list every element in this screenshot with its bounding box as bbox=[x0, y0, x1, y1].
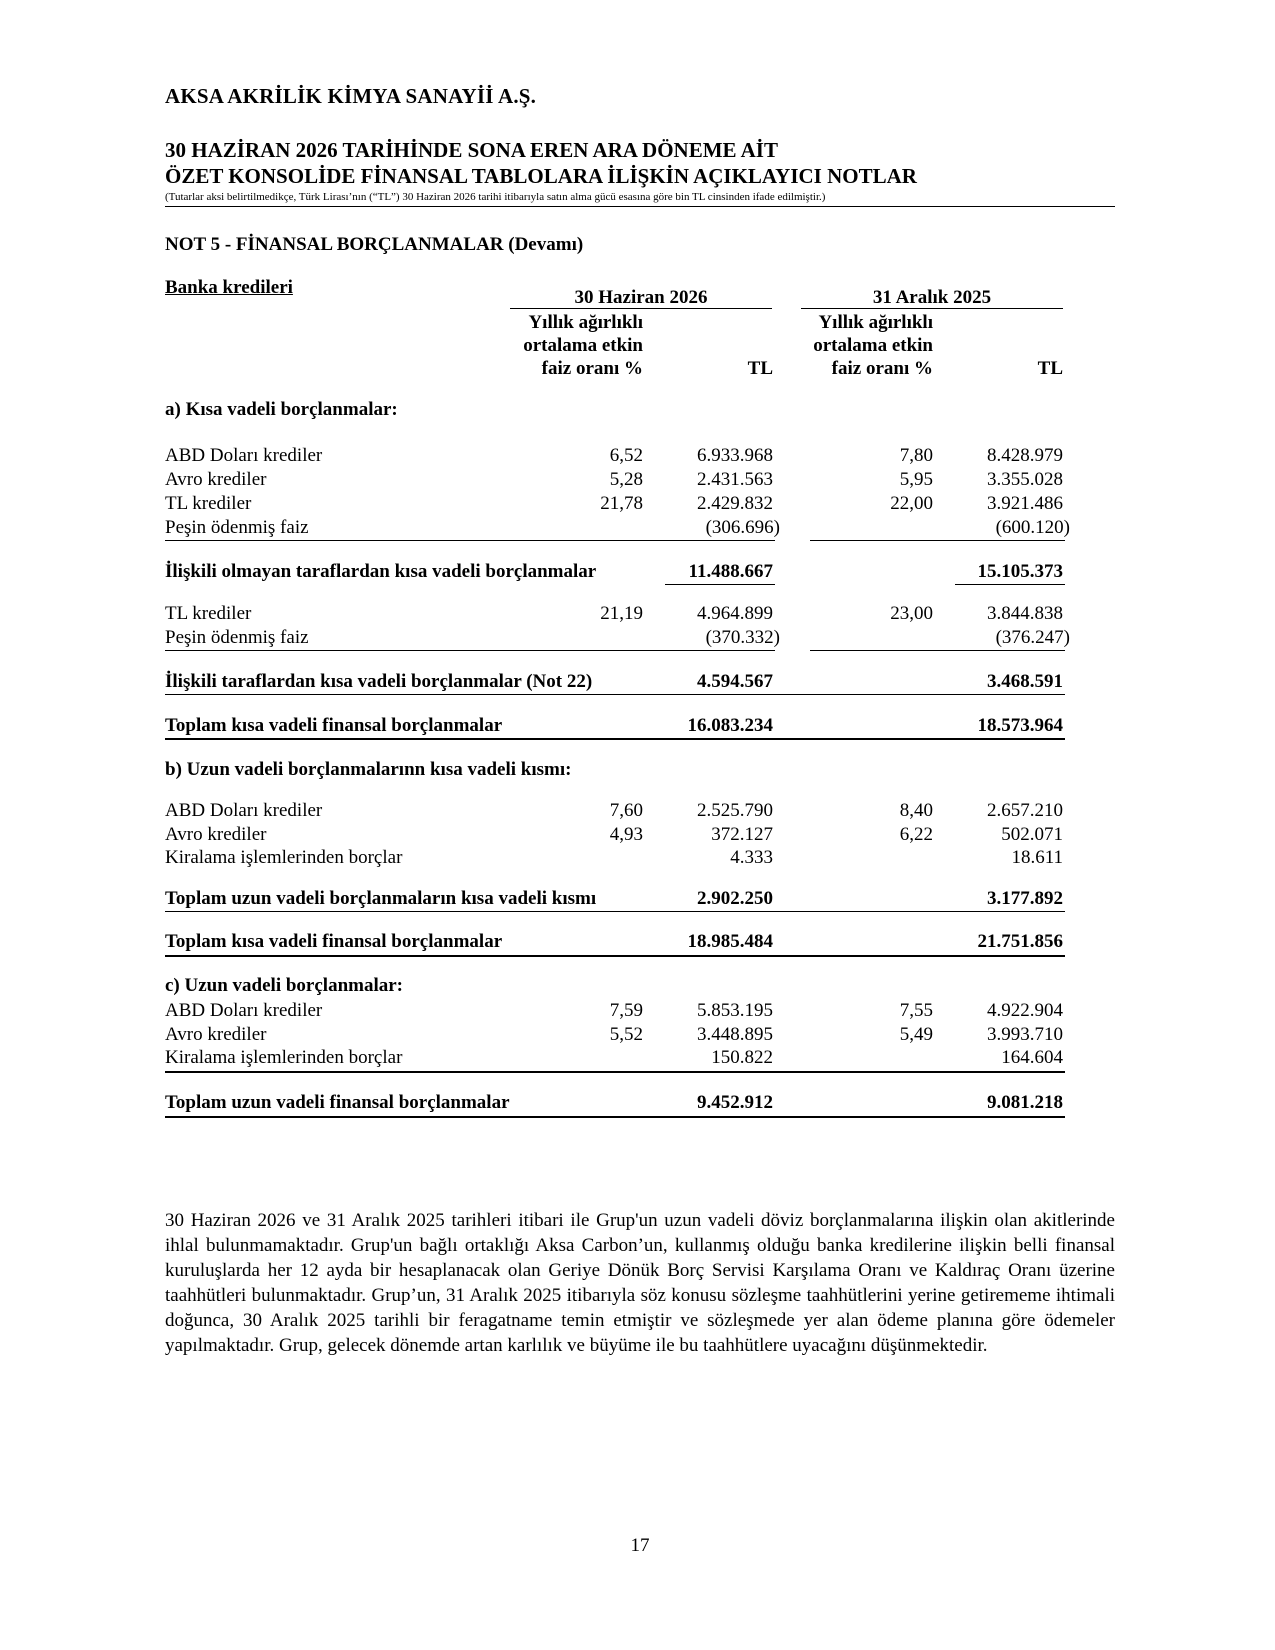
table-rule bbox=[165, 650, 775, 651]
amount-2026: 4.964.899 bbox=[697, 603, 773, 624]
row-label: Avro krediler bbox=[165, 1024, 267, 1045]
row-label: Kiralama işlemlerinden borçlar bbox=[165, 847, 403, 868]
rate-2025: 7,55 bbox=[899, 1000, 933, 1021]
table-rule bbox=[665, 584, 775, 585]
rate-2025: 8,40 bbox=[899, 800, 933, 821]
note-title: NOT 5 - FİNANSAL BORÇLANMALAR (Devamı) bbox=[165, 234, 584, 255]
amount-2026: 16.083.234 bbox=[687, 715, 773, 736]
amount-2025: 502.071 bbox=[1001, 824, 1063, 845]
table-rule bbox=[955, 584, 1065, 585]
row-label: ABD Doları krediler bbox=[165, 445, 323, 466]
amount-2026: (370.332) bbox=[705, 627, 780, 648]
table-rule bbox=[165, 911, 1065, 912]
rate-2026: 21,19 bbox=[600, 603, 643, 624]
table-rule bbox=[165, 1071, 1065, 1073]
rate-2025: 23,00 bbox=[890, 603, 933, 624]
rate-2025: 7,80 bbox=[899, 445, 933, 466]
amount-2026: 9.452.912 bbox=[697, 1092, 773, 1113]
amount-2025: 8.428.979 bbox=[987, 445, 1063, 466]
amount-2026: 150.822 bbox=[711, 1047, 773, 1068]
rate-2026: 5,28 bbox=[609, 469, 643, 490]
rate-2026: 7,60 bbox=[609, 800, 643, 821]
amount-2026: 372.127 bbox=[711, 824, 773, 845]
rate-header-1-line2: ortalama etkin bbox=[523, 335, 643, 356]
row-label: Avro krediler bbox=[165, 469, 267, 490]
table-rule bbox=[165, 694, 1065, 695]
explanatory-paragraph: 30 Haziran 2026 ve 31 Aralık 2025 tarihleri itibari ile Grup'un uzun vadeli döviz borçlanmalarına ilişkin olan akitlerinde ihlal bulunmamaktadır. Grup'un bağlı ortaklığı Aksa Carbon’un, kullanmış olduğu banka kredilerine ilişkin belli finansal kuruluşlarda her 12 ayda bir hesaplanacak olan Geriye Dönük Borç Servisi Karşılama Oranı ve Kaldıraç Oranı üzerine taahhütleri bulunmaktadır. Grup’un, 31 Aralık 2025 itibarıyla söz konusu sözleşme taahhütlerini yerine getirememe ihtimali doğunca, 30 Aralık 2025 tarihli bir feragatname temin etmiştir ve sözleşmede yer alan ödeme planına göre ödemeler yapılmaktadır. Grup, gelecek dönemde artan karlılık ve büyüme ile bu taahhütlere uyacağını düşünmektedir. bbox=[165, 1210, 1115, 1356]
period1-underline bbox=[510, 308, 772, 309]
row-label: a) Kısa vadeli borçlanmalar: bbox=[165, 399, 398, 420]
row-label: ABD Doları krediler bbox=[165, 800, 323, 821]
currency-note: (Tutarlar aksi belirtilmedikçe, Türk Lirası’nın (“TL”) 30 Haziran 2026 tarihi itibarıyla satın alma gücü esasına göre bin TL cinsinden ifade edilmiştir.) bbox=[165, 191, 826, 203]
amount-2026: 18.985.484 bbox=[687, 931, 773, 952]
row-label: b) Uzun vadeli borçlanmalarınn kısa vadeli kısmı: bbox=[165, 759, 572, 780]
table-rule bbox=[165, 1116, 1065, 1118]
row-label: c) Uzun vadeli borçlanmalar: bbox=[165, 975, 404, 996]
rate-2025: 22,00 bbox=[890, 493, 933, 514]
table-rule bbox=[165, 738, 1065, 740]
amount-2025: 18.611 bbox=[1011, 847, 1063, 868]
period1-header: 30 Haziran 2026 bbox=[574, 287, 708, 308]
row-label: Toplam kısa vadeli finansal borçlanmalar bbox=[165, 931, 503, 952]
amount-2025: 3.468.591 bbox=[987, 671, 1063, 692]
row-label: Kiralama işlemlerinden borçlar bbox=[165, 1047, 403, 1068]
amount-2026: 3.448.895 bbox=[697, 1024, 773, 1045]
rate-2026: 7,59 bbox=[609, 1000, 643, 1021]
amount-2026: 6.933.968 bbox=[697, 445, 773, 466]
row-label: Avro krediler bbox=[165, 824, 267, 845]
rate-header-1-line3: faiz oranı % bbox=[541, 358, 643, 379]
report-title-line2: ÖZET KONSOLİDE FİNANSAL TABLOLARA İLİŞKİN AÇIKLAYICI NOTLAR bbox=[165, 164, 917, 188]
row-label: Toplam uzun vadeli finansal borçlanmalar bbox=[165, 1092, 510, 1113]
row-label: Toplam kısa vadeli finansal borçlanmalar bbox=[165, 715, 503, 736]
amount-2025: 3.921.486 bbox=[987, 493, 1063, 514]
rate-2026: 5,52 bbox=[609, 1024, 643, 1045]
rate-2025: 6,22 bbox=[899, 824, 933, 845]
section-title: Banka kredileri bbox=[165, 277, 293, 298]
table-rule bbox=[165, 540, 775, 541]
row-label: İlişkili olmayan taraflardan kısa vadeli borçlanmalar bbox=[165, 561, 597, 582]
amount-2026: 4.333 bbox=[730, 847, 773, 868]
rate-2026: 21,78 bbox=[600, 493, 643, 514]
amount-2025: (376.247) bbox=[995, 627, 1070, 648]
table-rule bbox=[810, 540, 1065, 541]
company-name: AKSA AKRİLİK KİMYA SANAYİİ A.Ş. bbox=[165, 84, 537, 108]
row-label: Toplam uzun vadeli borçlanmaların kısa vadeli kısmı bbox=[165, 888, 597, 909]
amount-2025: 3.177.892 bbox=[987, 888, 1063, 909]
amount-2026: 2.431.563 bbox=[697, 469, 773, 490]
amount-2025: (600.120) bbox=[995, 517, 1070, 538]
rate-header-1-line1: Yıllık ağırlıklı bbox=[528, 312, 643, 333]
amount-2025: 3.993.710 bbox=[987, 1024, 1063, 1045]
rate-2025: 5,49 bbox=[899, 1024, 933, 1045]
rate-2026: 4,93 bbox=[609, 824, 643, 845]
amount-header-1: TL bbox=[747, 358, 773, 379]
row-label: İlişkili taraflardan kısa vadeli borçlanmalar (Not 22) bbox=[165, 671, 593, 692]
page-number: 17 bbox=[630, 1535, 650, 1556]
amount-2025: 9.081.218 bbox=[987, 1092, 1063, 1113]
row-label: ABD Doları krediler bbox=[165, 1000, 323, 1021]
table-rule bbox=[810, 650, 1065, 651]
amount-2026: (306.696) bbox=[705, 517, 780, 538]
amount-2025: 4.922.904 bbox=[987, 1000, 1063, 1021]
amount-2025: 18.573.964 bbox=[977, 715, 1063, 736]
period2-header: 31 Aralık 2025 bbox=[872, 287, 992, 308]
amount-2026: 4.594.567 bbox=[697, 671, 773, 692]
row-label: TL krediler bbox=[165, 603, 252, 624]
rate-2025: 5,95 bbox=[899, 469, 933, 490]
amount-2026: 2.902.250 bbox=[697, 888, 773, 909]
row-label: Peşin ödenmiş faiz bbox=[165, 627, 309, 648]
bank-loans-table bbox=[165, 0, 1115, 1190]
amount-2025: 2.657.210 bbox=[987, 800, 1063, 821]
amount-2025: 3.844.838 bbox=[987, 603, 1063, 624]
amount-2025: 164.604 bbox=[1001, 1047, 1063, 1068]
row-label: TL krediler bbox=[165, 493, 252, 514]
row-label: Peşin ödenmiş faiz bbox=[165, 517, 309, 538]
rate-2026: 6,52 bbox=[609, 445, 643, 466]
report-title-line1: 30 HAZİRAN 2026 TARİHİNDE SONA EREN ARA DÖNEME AİT bbox=[165, 138, 778, 162]
amount-header-2: TL bbox=[1037, 358, 1063, 379]
period2-underline bbox=[801, 308, 1063, 309]
amount-2025: 21.751.856 bbox=[977, 931, 1063, 952]
table-rule bbox=[165, 955, 1065, 957]
amount-2025: 3.355.028 bbox=[987, 469, 1063, 490]
amount-2026: 2.525.790 bbox=[697, 800, 773, 821]
amount-2025: 15.105.373 bbox=[977, 561, 1063, 582]
rate-header-2-line2: ortalama etkin bbox=[813, 335, 933, 356]
amount-2026: 11.488.667 bbox=[688, 561, 773, 582]
rate-header-2-line1: Yıllık ağırlıklı bbox=[818, 312, 933, 333]
rate-header-2-line3: faiz oranı % bbox=[831, 358, 933, 379]
amount-2026: 5.853.195 bbox=[697, 1000, 773, 1021]
amount-2026: 2.429.832 bbox=[697, 493, 773, 514]
